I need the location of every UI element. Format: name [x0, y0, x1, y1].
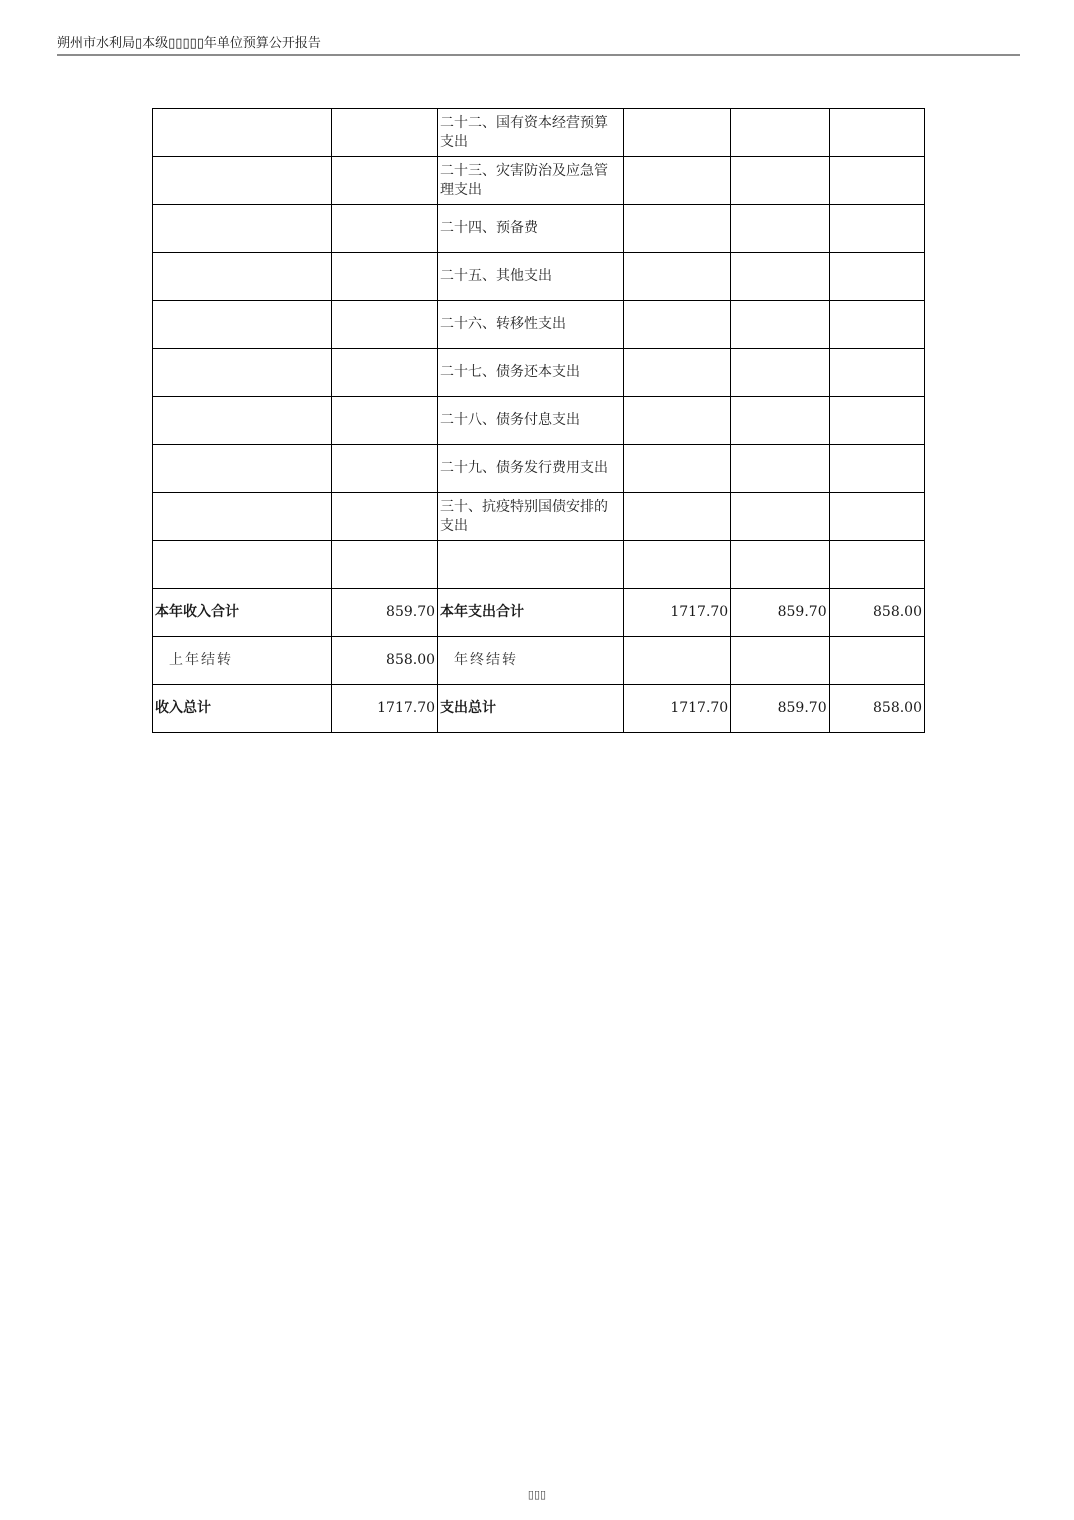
- income-amount-cell: [331, 445, 438, 493]
- expense-current-cell: [731, 493, 829, 541]
- expense-grand-total-label: 支出总计: [438, 685, 624, 733]
- expense-current-cell: [731, 397, 829, 445]
- year-income-total-label: 本年收入合计: [153, 589, 332, 637]
- expense-total-cell: [623, 541, 731, 589]
- year-total-row: [153, 589, 925, 637]
- income-grand-total-amount: 1717.70: [331, 685, 438, 733]
- report-title: 朔州市水利局▯本级▯▯▯▯▯年单位预算公开报告: [57, 36, 321, 51]
- grand-total-row: [153, 685, 925, 733]
- expense-label-cell: 二十七、债务还本支出: [438, 349, 624, 397]
- expense-label-cell: 二十三、灾害防治及应急管理支出: [438, 157, 624, 205]
- expense-carry-cell: [829, 349, 924, 397]
- expense-carry-cell: [829, 541, 924, 589]
- year-expense-total-amount: 1717.70: [623, 589, 731, 637]
- expense-label-cell: 二十五、其他支出: [438, 253, 624, 301]
- table-row: [153, 301, 925, 349]
- expense-grand-current-amount: 859.70: [731, 685, 829, 733]
- expense-total-cell: [623, 157, 731, 205]
- year-expense-carry-amount: 858.00: [829, 589, 924, 637]
- expense-current-cell: [731, 349, 829, 397]
- expense-total-cell: [623, 109, 731, 157]
- budget-table: [152, 108, 925, 733]
- expense-total-cell: [623, 445, 731, 493]
- income-amount-cell: [331, 541, 438, 589]
- expense-carry-cell: [829, 205, 924, 253]
- expense-total-cell: [623, 349, 731, 397]
- income-label-cell: [153, 541, 332, 589]
- expense-total-cell: [623, 301, 731, 349]
- table-row: [153, 397, 925, 445]
- expense-current-cell: [731, 445, 829, 493]
- carryover-row: [153, 637, 925, 685]
- prior-year-carryover-amount: 858.00: [331, 637, 438, 685]
- carryover-expense-current: [731, 637, 829, 685]
- expense-current-cell: [731, 253, 829, 301]
- expense-carry-cell: [829, 109, 924, 157]
- expense-label-cell: 二十六、转移性支出: [438, 301, 624, 349]
- income-label-cell: [153, 445, 332, 493]
- expense-grand-carry-amount: 858.00: [829, 685, 924, 733]
- income-amount-cell: [331, 205, 438, 253]
- income-amount-cell: [331, 349, 438, 397]
- income-label-cell: [153, 205, 332, 253]
- expense-total-cell: [623, 205, 731, 253]
- table-row: [153, 157, 925, 205]
- page-footer: [0, 1488, 1074, 1501]
- carryover-expense-total: [623, 637, 731, 685]
- table-row: [153, 349, 925, 397]
- expense-total-cell: [623, 397, 731, 445]
- income-amount-cell: [331, 157, 438, 205]
- expense-current-cell: [731, 301, 829, 349]
- income-amount-cell: [331, 493, 438, 541]
- expense-carry-cell: [829, 397, 924, 445]
- income-label-cell: [153, 109, 332, 157]
- income-label-cell: [153, 493, 332, 541]
- table-row: [153, 445, 925, 493]
- expense-current-cell: [731, 541, 829, 589]
- expense-label-cell: 二十九、债务发行费用支出: [438, 445, 624, 493]
- income-label-cell: [153, 301, 332, 349]
- expense-carry-cell: [829, 445, 924, 493]
- expense-carry-cell: [829, 301, 924, 349]
- table-row: [153, 205, 925, 253]
- table-row: [153, 493, 925, 541]
- expense-current-cell: [731, 157, 829, 205]
- expense-grand-total-amount: 1717.70: [623, 685, 731, 733]
- prior-year-carryover-label: 上年结转: [153, 637, 332, 685]
- income-grand-total-label: 收入总计: [153, 685, 332, 733]
- income-label-cell: [153, 157, 332, 205]
- income-amount-cell: [331, 397, 438, 445]
- expense-total-cell: [623, 493, 731, 541]
- expense-label-cell: [438, 541, 624, 589]
- expense-label-cell: 二十八、债务付息支出: [438, 397, 624, 445]
- income-label-cell: [153, 253, 332, 301]
- expense-carry-cell: [829, 157, 924, 205]
- table-row: [153, 253, 925, 301]
- expense-carry-cell: [829, 493, 924, 541]
- page-header: [57, 30, 1020, 56]
- expense-current-cell: [731, 205, 829, 253]
- income-label-cell: [153, 349, 332, 397]
- expense-current-cell: [731, 109, 829, 157]
- table-row: [153, 541, 925, 589]
- year-end-carryover-label: 年终结转: [438, 637, 624, 685]
- expense-label-cell: 三十、抗疫特别国债安排的支出: [438, 493, 624, 541]
- income-label-cell: [153, 397, 332, 445]
- income-amount-cell: [331, 253, 438, 301]
- table-body: [153, 109, 925, 733]
- year-expense-total-label: 本年支出合计: [438, 589, 624, 637]
- year-expense-current-amount: 859.70: [731, 589, 829, 637]
- expense-label-cell: 二十二、国有资本经营预算支出: [438, 109, 624, 157]
- page-number: ▯▯▯: [527, 1488, 547, 1501]
- expense-total-cell: [623, 253, 731, 301]
- expense-carry-cell: [829, 253, 924, 301]
- year-income-total-amount: 859.70: [331, 589, 438, 637]
- carryover-expense-carry: [829, 637, 924, 685]
- income-amount-cell: [331, 301, 438, 349]
- table-row: [153, 109, 925, 157]
- income-amount-cell: [331, 109, 438, 157]
- expense-label-cell: 二十四、预备费: [438, 205, 624, 253]
